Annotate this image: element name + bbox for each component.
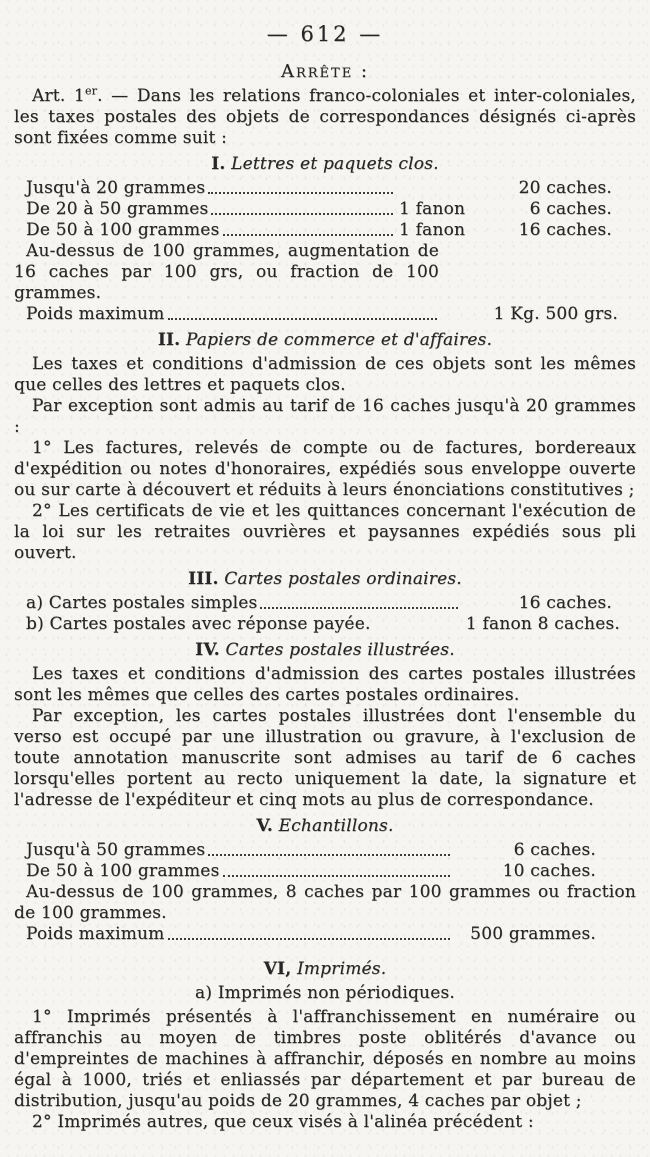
poids-maximum-row (14, 304, 636, 325)
article-1-superscript: er (84, 84, 98, 98)
tariff-value: 20 caches. (518, 178, 612, 198)
card-rate-value: 16 caches. (518, 593, 612, 613)
card-rate-row-a (14, 593, 636, 614)
section-v-title (14, 816, 636, 837)
section-ii-numeral: II. (157, 330, 181, 350)
tariff-row (14, 178, 636, 199)
section-v-surcharge-note: Au-dessus de 100 grammes, 8 caches par 100 grammes ou fraction de 100 grammes. (14, 882, 636, 923)
tariff-label: Jusqu'à 50 grammes (26, 840, 206, 860)
section-iii-title (14, 569, 636, 590)
section-i-title-text: Lettres et paquets clos. (231, 154, 439, 174)
tariff-value: 16 caches. (518, 220, 612, 240)
section-vi-paragraph-2: 2° Imprimés autres, que ceux visés à l'alinéa précédent : (32, 1112, 534, 1132)
tariff-fanon: 1 fanon (399, 220, 466, 240)
tariff-row (14, 840, 636, 861)
tariff-row (14, 220, 636, 241)
section-iv-title (14, 640, 636, 661)
tariff-value: 6 caches. (513, 840, 596, 860)
section-vi-subheading: a) Imprimés non périodiques. (195, 983, 455, 1003)
section-iv-numeral: IV. (195, 640, 220, 660)
article-1-prefix: Art. 1 (32, 86, 85, 106)
dot-leader (168, 938, 450, 940)
tariff-fanon: 1 fanon (399, 199, 466, 219)
section-iv-title-text: Cartes postales illustrées. (225, 640, 455, 660)
section-vi-title-text: Imprimés. (296, 959, 387, 979)
section-iii-numeral: III. (188, 569, 219, 589)
section-ii-paragraph-4: 2° Les certificats de vie et les quittances concernant l'exécution de la loi sur les retraites ouvrières et paysannes expédiés sous pli ouvert. (14, 501, 636, 563)
tariff-value: 10 caches. (502, 861, 596, 881)
section-i-surcharge-note: Au-dessus de 100 grammes, augmentation de 16 caches par 100 grs, ou fraction de 100 grammes. (14, 241, 439, 303)
dot-leader (223, 234, 394, 236)
section-vi-numeral: VI, (263, 959, 292, 979)
dot-leader (208, 854, 450, 856)
dot-leader (168, 318, 437, 320)
section-iv-paragraph-2: Par exception, les cartes postales illustrées dont l'ensemble du verso est occupé par une illustration ou gravure, à l'exclusion de toute annotation manuscrite sont admises au tarif de 6 caches lorsqu'elles portent au recto uniquement la date, la signature et l'adresse de l'expéditeur et cinq mots au plus de correspondance. (14, 706, 636, 810)
article-1-paragraph (14, 86, 636, 149)
poids-maximum-label: Poids maximum (26, 304, 165, 324)
section-iv-paragraph-1: Les taxes et conditions d'admission des cartes postales illustrées sont les mêmes que celles des cartes postales ordinaires. (14, 664, 636, 705)
tariff-row (14, 199, 636, 220)
tariff-label: De 50 à 100 grammes (26, 220, 220, 240)
tariff-row (14, 861, 636, 882)
tariff-label: De 50 à 100 grammes (26, 861, 220, 881)
tariff-label: Jusqu'à 20 grammes (26, 178, 206, 198)
section-ii-paragraph-1: Les taxes et conditions d'admission de ces objets sont les mêmes que celles des lettres et paquets clos. (14, 354, 636, 395)
dot-leader (223, 875, 451, 877)
dot-leader (208, 192, 393, 194)
card-rate-row-b (14, 614, 636, 635)
section-vi-paragraph-1: 1° Imprimés présentés à l'affranchissement en numéraire ou affranchis au moyen de timbres poste oblitérés d'avance ou d'empreintes de machines à affranchir, déposés en nombre au moins égal à 1000, triés et enliassés par département et par bureau de distribution, jusqu'au poids de 20 grammes, 4 caches par objet ; (14, 1007, 636, 1111)
section-i-title (14, 154, 636, 175)
section-ii-title (14, 330, 636, 351)
dot-leader (260, 607, 458, 609)
poids-maximum-row (14, 924, 636, 945)
poids-maximum-value: 500 grammes. (470, 924, 596, 944)
poids-maximum-label: Poids maximum (26, 924, 165, 944)
arrete-heading: Arrête : (280, 61, 369, 82)
section-ii-paragraph-3: 1° Les factures, relevés de compte ou de factures, bordereaux d'expédition ou notes d'honoraires, expédiés sous enveloppe ouverte ou sur carte à découvert et réduits à leurs énonciations constitutives ; (14, 438, 636, 500)
tariff-label: De 20 à 50 grammes (26, 199, 209, 219)
card-rate-label: a) Cartes postales simples (26, 593, 258, 613)
card-rate-label: b) Cartes postales avec réponse payée. (26, 614, 371, 634)
section-v-title-text: Echantillons. (278, 816, 394, 836)
dot-leader (211, 213, 393, 215)
article-1-text: . — Dans les relations franco-coloniales et inter-coloniales, les taxes postales des objets de correspondances désignés ci-après sont fixées comme suit : (14, 86, 636, 148)
page-number: — 612 — (266, 22, 384, 46)
tariff-value: 6 caches. (529, 199, 612, 219)
section-i-numeral: I. (211, 154, 226, 174)
section-v-numeral: V. (256, 816, 273, 836)
section-ii-title-text: Papiers de commerce et d'affaires. (185, 330, 493, 350)
poids-maximum-value: 1 Kg. 500 grs. (493, 304, 618, 324)
section-vi-title (14, 959, 636, 980)
section-iii-title-text: Cartes postales ordinaires. (224, 569, 462, 589)
card-rate-value: 1 fanon 8 caches. (465, 614, 620, 634)
section-ii-paragraph-2: Par exception sont admis au tarif de 16 caches jusqu'à 20 grammes : (14, 396, 636, 437)
